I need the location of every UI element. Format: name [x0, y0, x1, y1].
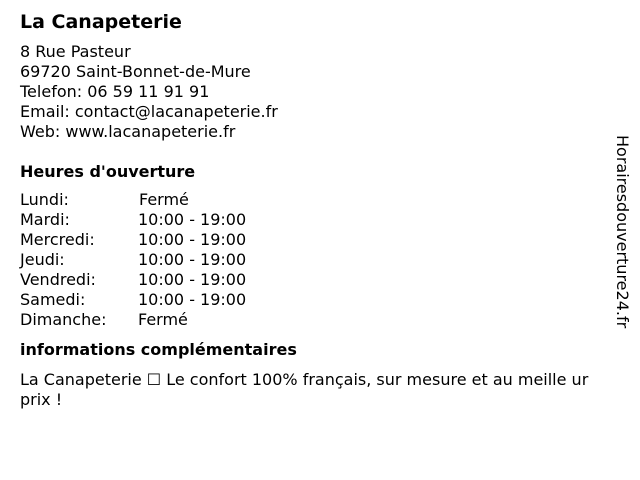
hours-time: Fermé	[139, 190, 189, 209]
additional-info-title: informations complémentaires	[20, 340, 297, 359]
hours-time: 10:00 - 19:00	[138, 270, 247, 289]
hours-time: 10:00 - 19:00	[138, 210, 247, 229]
website: Web: www.lacanapeterie.fr	[20, 122, 236, 141]
hours-time: 10:00 - 19:00	[138, 290, 247, 309]
hours-day: Mardi:	[20, 210, 70, 229]
opening-hours-table	[20, 190, 620, 330]
hours-row-thursday	[20, 250, 620, 270]
opening-hours-title: Heures d'ouverture	[20, 162, 196, 181]
watermark-text: Horairesdouverture24.fr	[613, 135, 632, 329]
business-card	[20, 10, 620, 410]
hours-row-friday	[20, 270, 620, 290]
phone-number: Telefon: 06 59 11 91 91	[20, 82, 210, 101]
business-name: La Canapeterie	[20, 11, 182, 33]
hours-time: Fermé	[138, 310, 188, 329]
hours-day: Samedi:	[20, 290, 86, 309]
hours-row-wednesday	[20, 230, 620, 250]
hours-time: 10:00 - 19:00	[138, 250, 247, 269]
address-city: 69720 Saint-Bonnet-de-Mure	[20, 62, 251, 81]
hours-row-sunday	[20, 310, 620, 330]
hours-day: Mercredi:	[20, 230, 95, 249]
address-street: 8 Rue Pasteur	[20, 42, 131, 61]
email-address: Email: contact@lacanapeterie.fr	[20, 102, 278, 121]
hours-day: Vendredi:	[20, 270, 96, 289]
business-description: La Canapeterie ☐ Le confort 100% français, sur mesure et au meille ur prix !	[20, 370, 589, 409]
hours-time: 10:00 - 19:00	[138, 230, 247, 249]
hours-row-monday	[20, 190, 620, 210]
hours-day: Lundi:	[20, 190, 69, 209]
watermark	[612, 135, 632, 347]
hours-day: Jeudi:	[20, 250, 65, 269]
hours-row-tuesday	[20, 210, 620, 230]
hours-row-saturday	[20, 290, 620, 310]
hours-day: Dimanche:	[20, 310, 107, 329]
